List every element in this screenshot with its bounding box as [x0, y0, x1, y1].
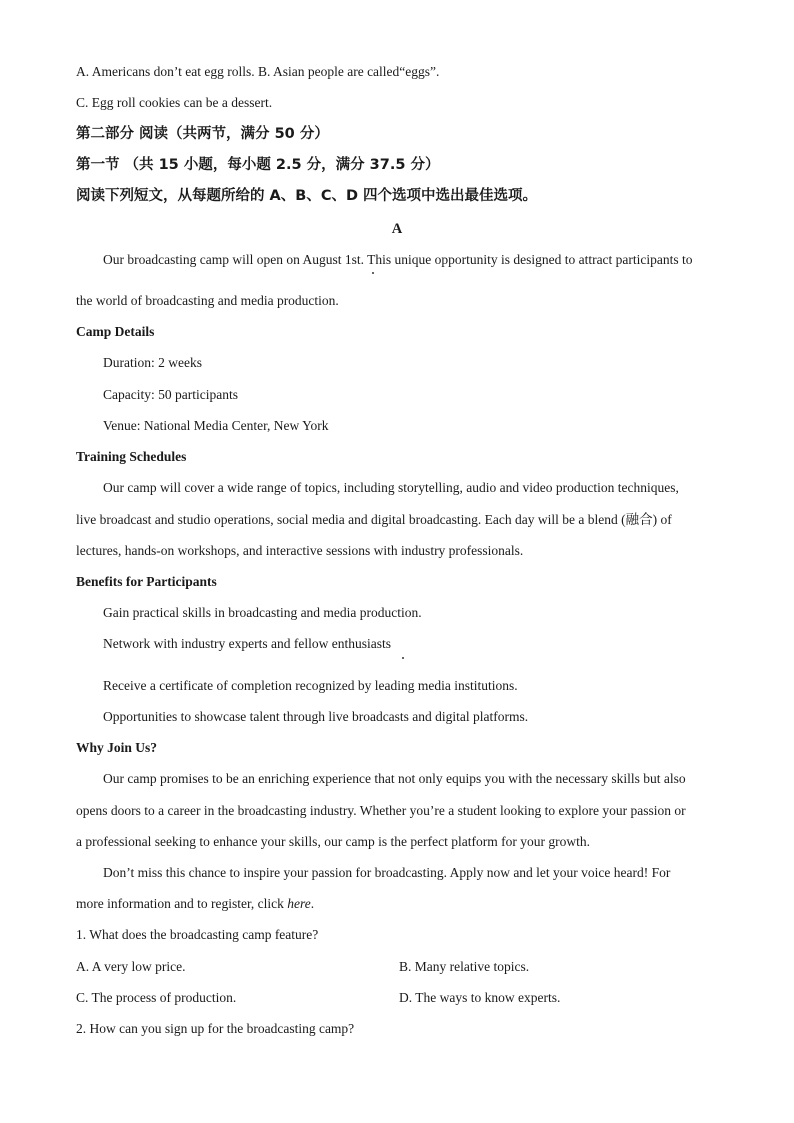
why-join-line-2: opens doors to a career in the broadcasting industry. Whether you’re a student looking to explore your passion or [76, 803, 686, 818]
subsection-title: 第一节 （共 15 小题，每小题 2.5 分，满分 37.5 分） [76, 157, 440, 173]
question-2-stem: 2. How can you sign up for the broadcasting camp? [76, 1021, 355, 1036]
benefits-heading: Benefits for Participants [76, 574, 217, 589]
register-text: more information and to register, click [76, 896, 288, 911]
register-text-end: . [310, 896, 315, 911]
training-line-2: live broadcast and studio operations, social media and digital broadcasting. Each day will be a blend (融合) of [76, 512, 672, 527]
question-1-option-a: A. A very low price. [76, 959, 186, 974]
why-join-heading: Why Join Us? [76, 740, 158, 755]
question-1-option-c: C. The process of production. [76, 990, 237, 1005]
benefit-item: Gain practical skills in broadcasting and media production. [103, 605, 422, 620]
benefit-item: Receive a certificate of completion recognized by leading media institutions. [103, 678, 518, 693]
why-join-line-3: a professional seeking to enhance your skills, our camp is the perfect platform for your growth. [76, 834, 590, 849]
training-line-3: lectures, hands-on workshops, and interactive sessions with industry professionals. [76, 543, 524, 558]
benefit-item: Network with industry experts and fellow enthusiasts [103, 636, 391, 651]
training-heading: Training Schedules [76, 449, 187, 464]
intro-line-2: the world of broadcasting and media production. [76, 293, 339, 308]
section-title: 第二部分 阅读（共两节，满分 50 分） [76, 126, 329, 142]
intro-line-1: Our broadcasting camp will open on August 1st. This unique opportunity is designed to attract participants to [103, 252, 693, 267]
question-1-option-b: B. Many relative topics. [399, 959, 530, 974]
why-join-line-5 [76, 895, 314, 913]
instruction: 阅读下列短文，从每题所给的 A、B、C、D 四个选项中选出最佳选项。 [76, 188, 538, 204]
camp-duration: Duration: 2 weeks [103, 355, 202, 370]
question-1-option-d: D. The ways to know experts. [399, 990, 561, 1005]
camp-details-heading: Camp Details [76, 324, 155, 339]
prev-option-c: C. Egg roll cookies can be a dessert. [76, 95, 273, 110]
stray-mark [402, 657, 404, 659]
passage-letter: A [391, 221, 403, 237]
why-join-line-4: Don’t miss this chance to inspire your passion for broadcasting. Apply now and let your voice heard! For [103, 865, 671, 880]
prev-options-ab [76, 63, 439, 81]
camp-venue: Venue: National Media Center, New York [103, 418, 329, 433]
stray-mark [372, 272, 374, 274]
benefit-item: Opportunities to showcase talent through live broadcasts and digital platforms. [103, 709, 529, 724]
question-1-stem: 1. What does the broadcasting camp feature? [76, 927, 319, 942]
camp-capacity: Capacity: 50 participants [103, 387, 238, 402]
prev-option-b: B. Asian people are called“eggs”. [257, 64, 440, 79]
prev-option-a: A. Americans don’t eat egg rolls. [76, 64, 255, 79]
training-line-1: Our camp will cover a wide range of topics, including storytelling, audio and video production techniques, [103, 480, 679, 495]
register-link[interactable]: here [287, 896, 311, 911]
why-join-line-1: Our camp promises to be an enriching experience that not only equips you with the necessary skills but also [103, 771, 686, 786]
